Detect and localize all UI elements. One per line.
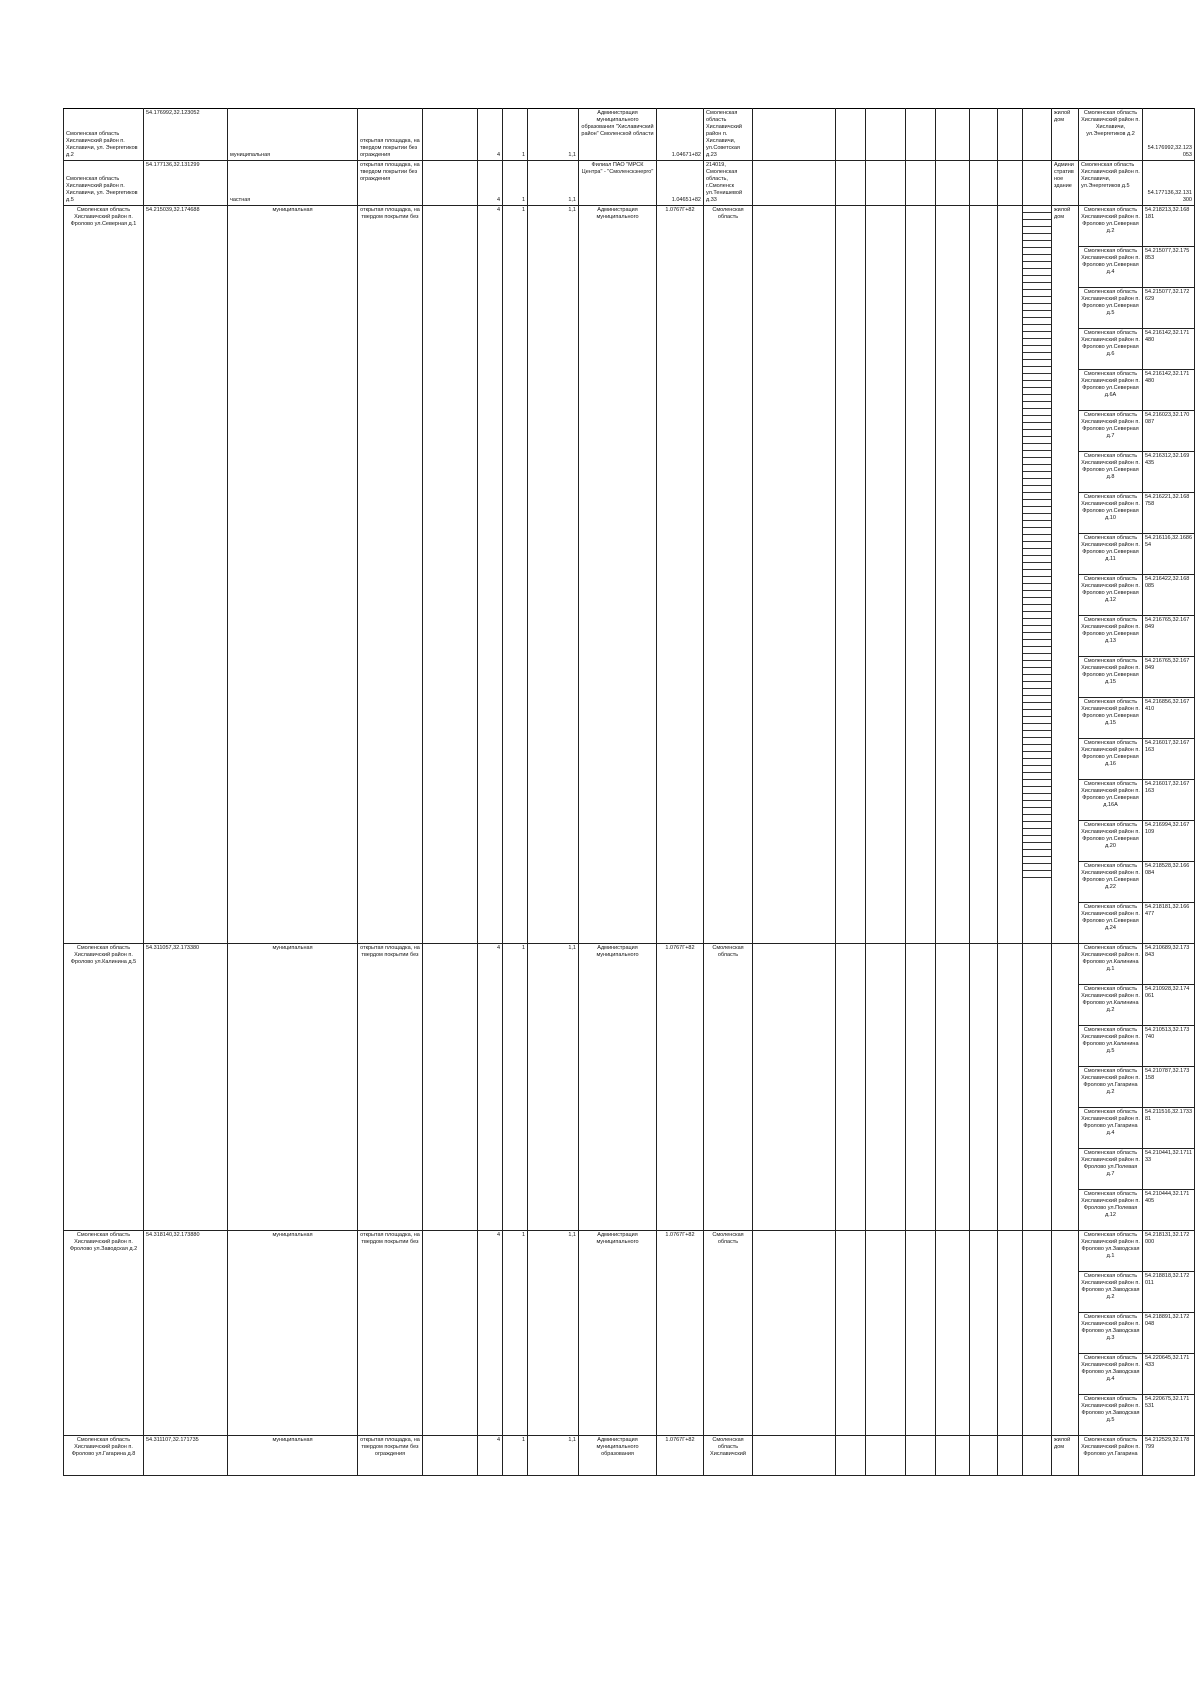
source-address-cell: Смоленская область Хиславичский район п. Фролово ул.Заводская д.2 bbox=[1079, 1272, 1143, 1313]
surface-cell: открытая площадка, на твердом покрытии без ограждения bbox=[358, 1436, 423, 1476]
empty-cell bbox=[998, 206, 1023, 944]
volume-cell: 1,1 bbox=[528, 1231, 579, 1436]
volume-cell: 1,1 bbox=[528, 944, 579, 1231]
coords-cell: 54.311057,32.173380 bbox=[144, 944, 228, 1231]
holder-cell: Администрация муниципального bbox=[579, 206, 657, 944]
source-coords-cell: 54.218818,32.172011 bbox=[1143, 1272, 1195, 1313]
source-coords-cell: 54.216856,32.167410 bbox=[1143, 698, 1195, 739]
empty-cell bbox=[936, 1231, 970, 1436]
source-address-cell: Смоленская область Хиславичский район п. Фролово ул.Заводская д.5 bbox=[1079, 1395, 1143, 1436]
ogrn-cell: 1.04671+82 bbox=[657, 109, 704, 161]
source-coords-cell: 54.210444,32.171405 bbox=[1143, 1190, 1195, 1231]
location-cell: Смоленская область Хиславичский район п. Хиславичи, ул. Энергетиков д.2 bbox=[64, 109, 144, 161]
empty-cell bbox=[753, 1436, 836, 1476]
source-coords-cell: 54.215077,32.175853 bbox=[1143, 247, 1195, 288]
source-address-cell: Смоленская область Хиславичский район п. Фролово ул.Северная д.22 bbox=[1079, 862, 1143, 903]
coords-cell: 54.318140,32.173880 bbox=[144, 1231, 228, 1436]
count-cell: 1 bbox=[503, 1231, 528, 1436]
holder-cell: Администрация муниципального образования bbox=[579, 1436, 657, 1476]
surface-cell: открытая площадка, на твердом покрытии без ограждения bbox=[358, 161, 423, 206]
holder-address-cell: Смоленская область bbox=[704, 1231, 753, 1436]
source-address-cell: Смоленская область Хиславичский район п. Хиславичи, ул.Энергетиков д.5 bbox=[1079, 161, 1143, 206]
empty-cell bbox=[1023, 944, 1052, 1231]
surface-cell: открытая площадка, на твердом покрытии без ограждения bbox=[358, 109, 423, 161]
empty-cell bbox=[936, 1436, 970, 1476]
source-address-cell: Смоленская область Хиславичский район п. Фролово ул.Северная д.6 bbox=[1079, 329, 1143, 370]
source-address-cell: Смоленская область Хиславичский район п. Фролово ул.Северная д.16 bbox=[1079, 739, 1143, 780]
surface-cell: открытая площадка, на твердом покрытии без bbox=[358, 944, 423, 1231]
source-address-cell: Смоленская область Хиславичский район п. Фролово ул.Северная д.5 bbox=[1079, 288, 1143, 329]
source-address-cell: Смоленская область Хиславичский район п. Фролово ул.Заводская д.3 bbox=[1079, 1313, 1143, 1354]
count-cell: 1 bbox=[503, 161, 528, 206]
source-address-cell: Смоленская область Хиславичский район п. Фролово ул.Северная д.12 bbox=[1079, 575, 1143, 616]
source-coords-cell: 54.220675,32.171531 bbox=[1143, 1395, 1195, 1436]
area-cell: 4 bbox=[478, 1436, 503, 1476]
location-cell: Смоленская область Хиславичский район п. Хиславичи, ул. Энергетиков д.5 bbox=[64, 161, 144, 206]
source-address-cell: Смоленская область Хиславичский район п. Фролово ул.Северная д.8 bbox=[1079, 452, 1143, 493]
count-cell: 1 bbox=[503, 944, 528, 1231]
empty-cell bbox=[866, 944, 906, 1231]
source-address-cell: Смоленская область Хиславичский район п. Фролово ул.Гагарина д.2 bbox=[1079, 1067, 1143, 1108]
holder-cell: Филиал ПАО "МРСК Центра" - "Смоленскэнерго" bbox=[579, 161, 657, 206]
source-address-cell: Смоленская область Хиславичский район п. Фролово ул.Северная д.20 bbox=[1079, 821, 1143, 862]
source-type-cell: жилой дом bbox=[1052, 206, 1079, 944]
source-address-cell: Смоленская область Хиславичский район п. Фролово ул.Северная д.7 bbox=[1079, 411, 1143, 452]
volume-cell: 1,1 bbox=[528, 109, 579, 161]
empty-cell bbox=[970, 1436, 998, 1476]
source-address-cell: Смоленская область Хиславичский район п. Фролово ул.Северная д.24 bbox=[1079, 903, 1143, 944]
empty-cell bbox=[998, 161, 1023, 206]
source-address-cell: Смоленская область Хиславичский район п. Фролово ул.Северная д.6А bbox=[1079, 370, 1143, 411]
ownership-cell: муниципальная bbox=[228, 206, 358, 944]
empty-cell bbox=[1023, 109, 1052, 161]
empty-cell bbox=[906, 1436, 936, 1476]
empty-cell bbox=[906, 161, 936, 206]
coords-cell: 54.176992,32.123052 bbox=[144, 109, 228, 161]
source-coords-cell: 54.220645,32.171433 bbox=[1143, 1354, 1195, 1395]
empty-cell bbox=[1023, 161, 1052, 206]
empty-cell bbox=[423, 1436, 478, 1476]
source-coords-cell: 54.216116,32.168654 bbox=[1143, 534, 1195, 575]
source-coords-cell: 54.218891,32.172048 bbox=[1143, 1313, 1195, 1354]
location-cell: Смоленская область Хиславичский район п. Фролово ул.Калинина д.5 bbox=[64, 944, 144, 1231]
holder-cell: Администрация муниципального bbox=[579, 1231, 657, 1436]
source-address-cell: Смоленская область Хиславичский район п. Фролово ул.Северная д.10 bbox=[1079, 493, 1143, 534]
empty-cell bbox=[936, 206, 970, 944]
source-address-cell: Смоленская область Хиславичский район п. Фролово ул.Гагарина bbox=[1079, 1436, 1143, 1476]
table-row bbox=[64, 1436, 1195, 1476]
source-address-cell: Смоленская область Хиславичский район п. Фролово ул.Заводская д.4 bbox=[1079, 1354, 1143, 1395]
source-type-cell: жилой дом bbox=[1052, 109, 1079, 161]
ogrn-cell: 1.0767Г+82 bbox=[657, 944, 704, 1231]
empty-cell bbox=[998, 1231, 1023, 1436]
empty-cell bbox=[423, 109, 478, 161]
ogrn-cell: 1.0767Г+82 bbox=[657, 1231, 704, 1436]
table-row bbox=[64, 944, 1195, 985]
empty-cell bbox=[423, 161, 478, 206]
source-address-cell: Смоленская область Хиславичский район п. Фролово ул.Заводская д.1 bbox=[1079, 1231, 1143, 1272]
source-address-cell: Смоленская область Хиславичский район п. Фролово ул.Северная д.16А bbox=[1079, 780, 1143, 821]
source-coords-cell: 54.210928,32.174061 bbox=[1143, 985, 1195, 1026]
source-type-cell: жилой дом bbox=[1052, 1436, 1079, 1476]
source-coords-cell: 54.216017,32.167163 bbox=[1143, 739, 1195, 780]
empty-cell bbox=[866, 206, 906, 944]
source-coords-cell: 54.216765,32.167849 bbox=[1143, 657, 1195, 698]
location-cell: Смоленская область Хиславичский район п. Фролово ул.Заводская д.2 bbox=[64, 1231, 144, 1436]
count-cell: 1 bbox=[503, 109, 528, 161]
source-coords-cell: 54.176992,32.123053 bbox=[1143, 109, 1195, 161]
register-sheet bbox=[63, 108, 1192, 1588]
source-type-cell bbox=[1052, 944, 1079, 1231]
source-coords-cell: 54.218528,32.166084 bbox=[1143, 862, 1195, 903]
empty-cell bbox=[970, 206, 998, 944]
empty-cell bbox=[1023, 1436, 1052, 1476]
empty-cell bbox=[836, 161, 866, 206]
empty-cell bbox=[906, 109, 936, 161]
holder-cell: Администрация муниципального bbox=[579, 944, 657, 1231]
empty-cell bbox=[836, 206, 866, 944]
source-coords-cell: 54.216017,32.167163 bbox=[1143, 780, 1195, 821]
empty-cell bbox=[906, 944, 936, 1231]
source-type-cell: Административное здание bbox=[1052, 161, 1079, 206]
empty-cell bbox=[1023, 1231, 1052, 1436]
source-address-cell: Смоленская область Хиславичский район п. Фролово ул.Северная д.2 bbox=[1079, 206, 1143, 247]
source-address-cell: Смоленская область Хиславичский район п. Фролово ул.Калинина д.1 bbox=[1079, 944, 1143, 985]
table-row bbox=[64, 161, 1195, 206]
source-coords-cell: 54.210441,32.171133 bbox=[1143, 1149, 1195, 1190]
area-cell: 4 bbox=[478, 161, 503, 206]
empty-cell bbox=[998, 109, 1023, 161]
count-cell: 1 bbox=[503, 1436, 528, 1476]
source-address-cell: Смоленская область Хиславичский район п. Фролово ул.Северная д.13 bbox=[1079, 616, 1143, 657]
ownership-cell: муниципальная bbox=[228, 109, 358, 161]
source-coords-cell: 54.210513,32.173740 bbox=[1143, 1026, 1195, 1067]
empty-cell bbox=[866, 1436, 906, 1476]
source-coords-cell: 54.216994,32.167109 bbox=[1143, 821, 1195, 862]
ownership-cell: частная bbox=[228, 161, 358, 206]
holder-address-cell: Смоленская область bbox=[704, 206, 753, 944]
surface-cell: открытая площадка, на твердом покрытии без bbox=[358, 206, 423, 944]
empty-cell bbox=[936, 161, 970, 206]
source-coords-cell: 54.216221,32.168758 bbox=[1143, 493, 1195, 534]
empty-cell bbox=[970, 161, 998, 206]
source-address-cell: Смоленская область Хиславичский район п. Фролово ул.Полевая д.12 bbox=[1079, 1190, 1143, 1231]
empty-cell bbox=[753, 161, 836, 206]
source-coords-cell: 54.218213,32.168181 bbox=[1143, 206, 1195, 247]
ownership-cell: муниципальная bbox=[228, 944, 358, 1231]
source-address-cell: Смоленская область Хиславичский район п. Фролово ул.Полевая д.7 bbox=[1079, 1149, 1143, 1190]
register-table bbox=[63, 108, 1195, 1476]
empty-cell bbox=[753, 206, 836, 944]
holder-address-cell: Смоленская область Хиславичский район п. Хиславичи, ул.Советская д.23 bbox=[704, 109, 753, 161]
ownership-cell: муниципальная bbox=[228, 1231, 358, 1436]
count-cell: 1 bbox=[503, 206, 528, 944]
source-coords-cell: 54.216312,32.169435 bbox=[1143, 452, 1195, 493]
source-coords-cell: 54.216023,32.170087 bbox=[1143, 411, 1195, 452]
ogrn-cell: 1.0767Г+82 bbox=[657, 206, 704, 944]
ownership-cell: муниципальная bbox=[228, 1436, 358, 1476]
source-address-cell: Смоленская область Хиславичский район п. Фролово ул.Северная д.11 bbox=[1079, 534, 1143, 575]
source-coords-cell: 54.216422,32.168085 bbox=[1143, 575, 1195, 616]
area-cell: 4 bbox=[478, 109, 503, 161]
source-coords-cell: 54.216142,32.171480 bbox=[1143, 329, 1195, 370]
volume-cell: 1,1 bbox=[528, 1436, 579, 1476]
source-coords-cell: 54.218181,32.166477 bbox=[1143, 903, 1195, 944]
ogrn-cell: 1.0767Г+82 bbox=[657, 1436, 704, 1476]
ogrn-cell: 1.04651+82 bbox=[657, 161, 704, 206]
empty-cell bbox=[753, 1231, 836, 1436]
empty-cell bbox=[906, 1231, 936, 1436]
source-address-cell: Смоленская область Хиславичский район п. Фролово ул.Северная д.15 bbox=[1079, 698, 1143, 739]
source-coords-cell: 54.210689,32.173843 bbox=[1143, 944, 1195, 985]
holder-cell: Администрация муниципального образования "Хиславичский район" Смоленской области bbox=[579, 109, 657, 161]
source-type-cell bbox=[1052, 1231, 1079, 1436]
source-address-cell: Смоленская область Хиславичский район п. Хиславичи, ул.Энергетиков д.2 bbox=[1079, 109, 1143, 161]
coords-cell: 54.177136,32.131299 bbox=[144, 161, 228, 206]
empty-cell bbox=[753, 109, 836, 161]
empty-cell bbox=[936, 944, 970, 1231]
source-coords-cell: 54.212529,32.178799 bbox=[1143, 1436, 1195, 1476]
source-coords-cell: 54.216765,32.167849 bbox=[1143, 616, 1195, 657]
empty-cell bbox=[970, 109, 998, 161]
source-coords-cell: 54.177136,32.131300 bbox=[1143, 161, 1195, 206]
source-coords-cell: 54.218131,32.172000 bbox=[1143, 1231, 1195, 1272]
volume-cell: 1,1 bbox=[528, 206, 579, 944]
source-coords-cell: 54.210787,32.173158 bbox=[1143, 1067, 1195, 1108]
coords-cell: 54.215039,32.174688 bbox=[144, 206, 228, 944]
table-row bbox=[64, 109, 1195, 161]
holder-address-cell: Смоленская область bbox=[704, 944, 753, 1231]
area-cell: 4 bbox=[478, 206, 503, 944]
empty-cell bbox=[423, 1231, 478, 1436]
location-cell: Смоленская область Хиславичский район п. Фролово ул.Северная д.1 bbox=[64, 206, 144, 944]
empty-cell bbox=[836, 944, 866, 1231]
empty-cell bbox=[866, 1231, 906, 1436]
table-row bbox=[64, 1231, 1195, 1272]
source-address-cell: Смоленская область Хиславичский район п. Фролово ул.Северная д.15 bbox=[1079, 657, 1143, 698]
area-cell: 4 bbox=[478, 1231, 503, 1436]
empty-cell bbox=[423, 206, 478, 944]
holder-address-cell: 214019, Смоленская область, г.Смоленск ул.Тенишевой д.33 bbox=[704, 161, 753, 206]
holder-address-cell: Смоленская область Хиславичский bbox=[704, 1436, 753, 1476]
empty-cell bbox=[970, 1231, 998, 1436]
empty-cell bbox=[836, 1436, 866, 1476]
table-row bbox=[64, 206, 1195, 247]
empty-cell bbox=[998, 1436, 1023, 1476]
empty-cell bbox=[998, 944, 1023, 1231]
source-coords-cell: 54.211516,32.173381 bbox=[1143, 1108, 1195, 1149]
empty-cell bbox=[423, 944, 478, 1231]
surface-cell: открытая площадка, на твердом покрытии без bbox=[358, 1231, 423, 1436]
area-cell: 4 bbox=[478, 944, 503, 1231]
empty-cell bbox=[970, 944, 998, 1231]
empty-cell bbox=[906, 206, 936, 944]
location-cell: Смоленская область Хиславичский район п. Фролово ул.Гагарина д.8 bbox=[64, 1436, 144, 1476]
source-coords-cell: 54.216142,32.171480 bbox=[1143, 370, 1195, 411]
empty-cell bbox=[866, 109, 906, 161]
source-coords-cell: 54.215077,32.172629 bbox=[1143, 288, 1195, 329]
hatched-cell bbox=[1023, 206, 1052, 944]
source-address-cell: Смоленская область Хиславичский район п. Фролово ул.Калинина д.5 bbox=[1079, 1026, 1143, 1067]
empty-cell bbox=[836, 109, 866, 161]
empty-cell bbox=[936, 109, 970, 161]
source-address-cell: Смоленская область Хиславичский район п. Фролово ул.Гагарина д.4 bbox=[1079, 1108, 1143, 1149]
source-address-cell: Смоленская область Хиславичский район п. Фролово ул.Калинина д.2 bbox=[1079, 985, 1143, 1026]
empty-cell bbox=[866, 161, 906, 206]
empty-cell bbox=[753, 944, 836, 1231]
coords-cell: 54.311107,32.171735 bbox=[144, 1436, 228, 1476]
volume-cell: 1,1 bbox=[528, 161, 579, 206]
empty-cell bbox=[836, 1231, 866, 1436]
source-address-cell: Смоленская область Хиславичский район п. Фролово ул.Северная д.4 bbox=[1079, 247, 1143, 288]
